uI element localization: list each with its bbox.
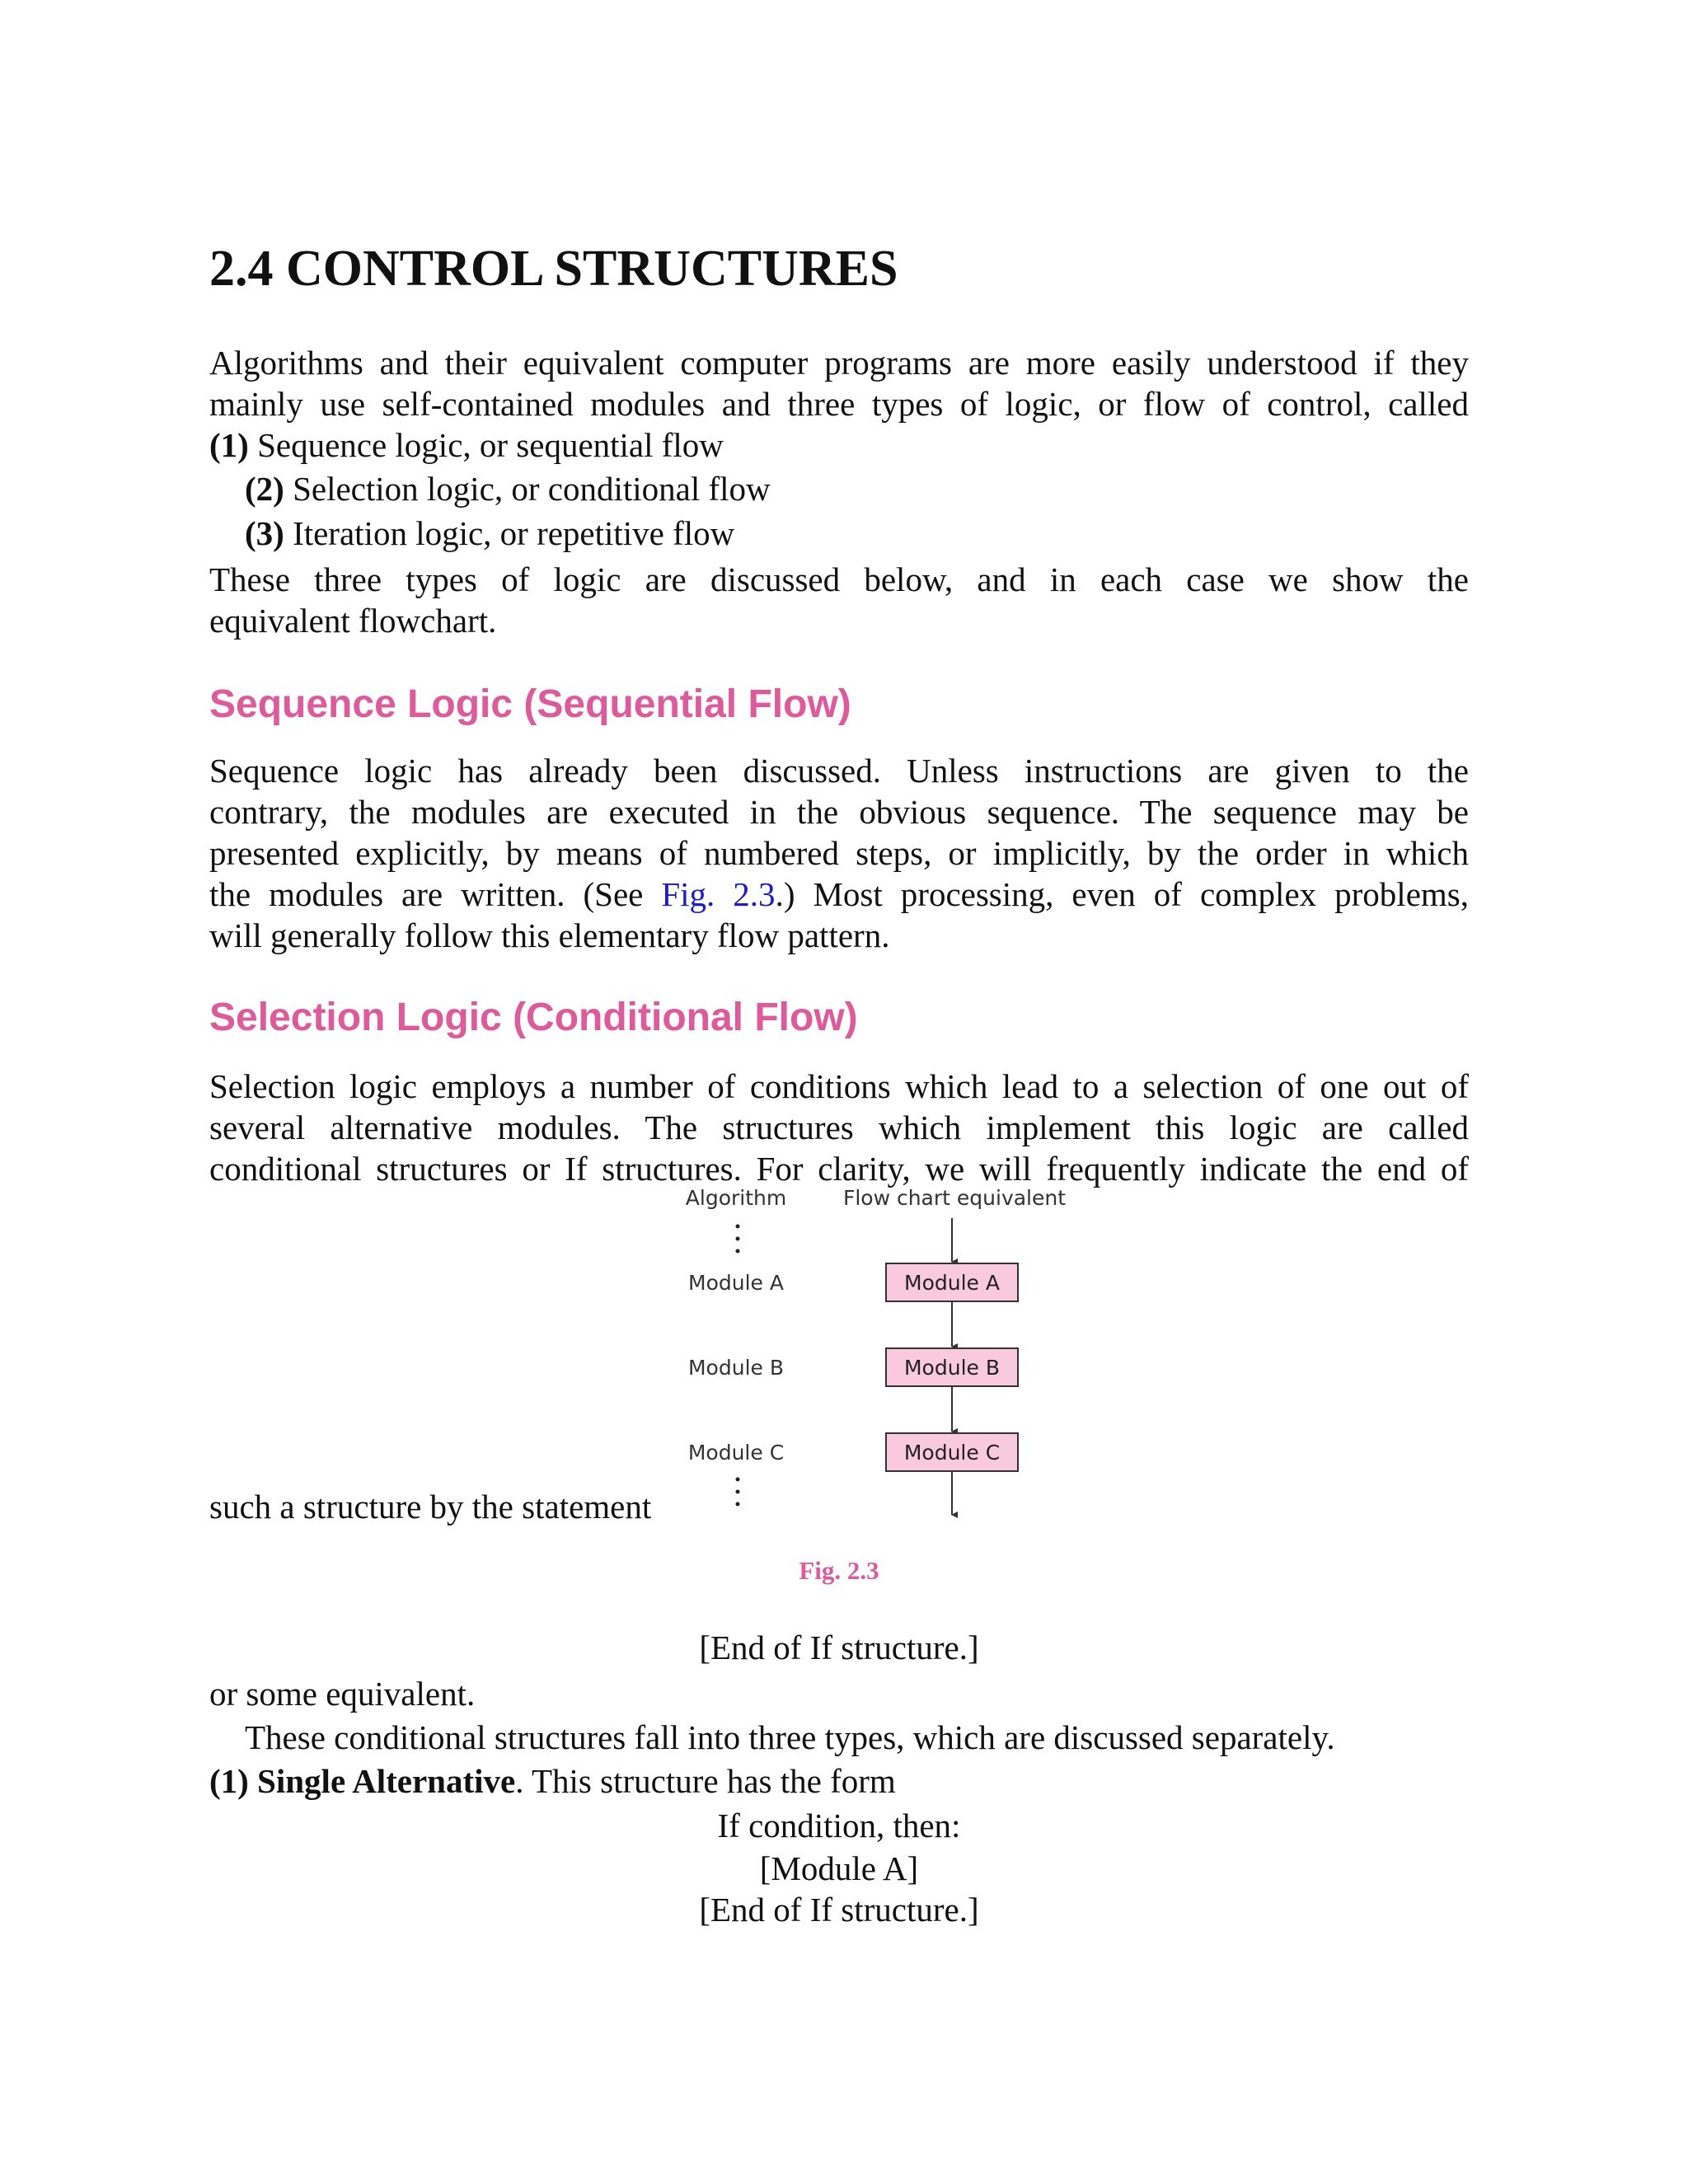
fig-ref-link[interactable]: Fig. 2.3 — [661, 875, 776, 913]
selection-line-3: conditional structures or If structures. For clarity, we will frequently indicate the end of — [209, 1150, 1469, 1188]
sequence-line-3: presented explicitly, by means of numbered steps, or implicitly, by the order in which — [209, 834, 1469, 872]
sequence-line-4: the modules are written. (See Fig. 2.3.) Most processing, even of complex problems, — [209, 875, 1469, 913]
logic-item-1: (1) Sequence logic, or sequential flow — [209, 426, 724, 464]
intro-after-line-2: equivalent flowchart. — [209, 602, 497, 640]
if-form-line-1: If condition, then: — [717, 1807, 961, 1844]
intro-after-line-1: These three types of logic are discussed below, and in each case we show the — [209, 560, 1469, 598]
algorithm-module-c: Module C — [687, 1441, 785, 1465]
types-line: These conditional structures fall into three types, which are discussed separately. — [245, 1718, 1335, 1756]
sequence-heading: Sequence Logic (Sequential Flow) — [209, 682, 851, 726]
top-ellipsis — [736, 1225, 740, 1254]
logic-item-3: (3) Iteration logic, or repetitive flow — [245, 514, 735, 552]
sequence-line-2: contrary, the modules are executed in the obvious sequence. The sequence may be — [209, 793, 1469, 831]
selection-line-1: Selection logic employs a number of conditions which lead to a selection of one out of — [209, 1067, 1469, 1105]
flowchart-module-a-label: Module A — [904, 1271, 1000, 1295]
bottom-ellipsis — [736, 1478, 740, 1507]
selection-line-2: several alternative modules. The structures which implement this logic are called — [209, 1108, 1469, 1146]
section-heading: 2.4 CONTROL STRUCTURES — [209, 241, 898, 297]
selection-heading: Selection Logic (Conditional Flow) — [209, 996, 858, 1039]
selection-line-4: such a structure by the statement — [209, 1488, 652, 1526]
flowchart-module-b-label: Module B — [903, 1356, 1001, 1380]
flowchart-module-c-label: Module C — [903, 1441, 1001, 1465]
figure-caption: Fig. 2.3 — [799, 1556, 879, 1585]
if-form-line-2: [Module A] — [759, 1849, 919, 1887]
sequence-line-5: will generally follow this elementary flow pattern. — [209, 916, 890, 954]
single-alternative-line: (1) Single Alternative. This structure has the form — [209, 1762, 896, 1800]
sequence-line-1: Sequence logic has already been discussed. Unless instructions are given to the — [209, 752, 1469, 790]
algorithm-label: Algorithm — [685, 1186, 787, 1210]
single-alternative-label: (1) Single Alternative — [209, 1762, 516, 1800]
intro-line-2: mainly use self-contained modules and three types of logic, or flow of control, called — [209, 385, 1469, 423]
intro-line-1: Algorithms and their equivalent computer programs are more easily understood if they — [209, 344, 1469, 382]
logic-item-2: (2) Selection logic, or conditional flow — [245, 470, 771, 508]
algorithm-module-a: Module A — [688, 1271, 784, 1295]
end-if-statement: [End of If structure.] — [699, 1629, 979, 1666]
flowchart-label: Flow chart equivalent — [842, 1186, 1067, 1210]
algorithm-module-b: Module B — [687, 1356, 785, 1380]
or-equivalent-line: or some equivalent. — [209, 1675, 476, 1713]
if-form-line-3: [End of If structure.] — [699, 1891, 979, 1929]
